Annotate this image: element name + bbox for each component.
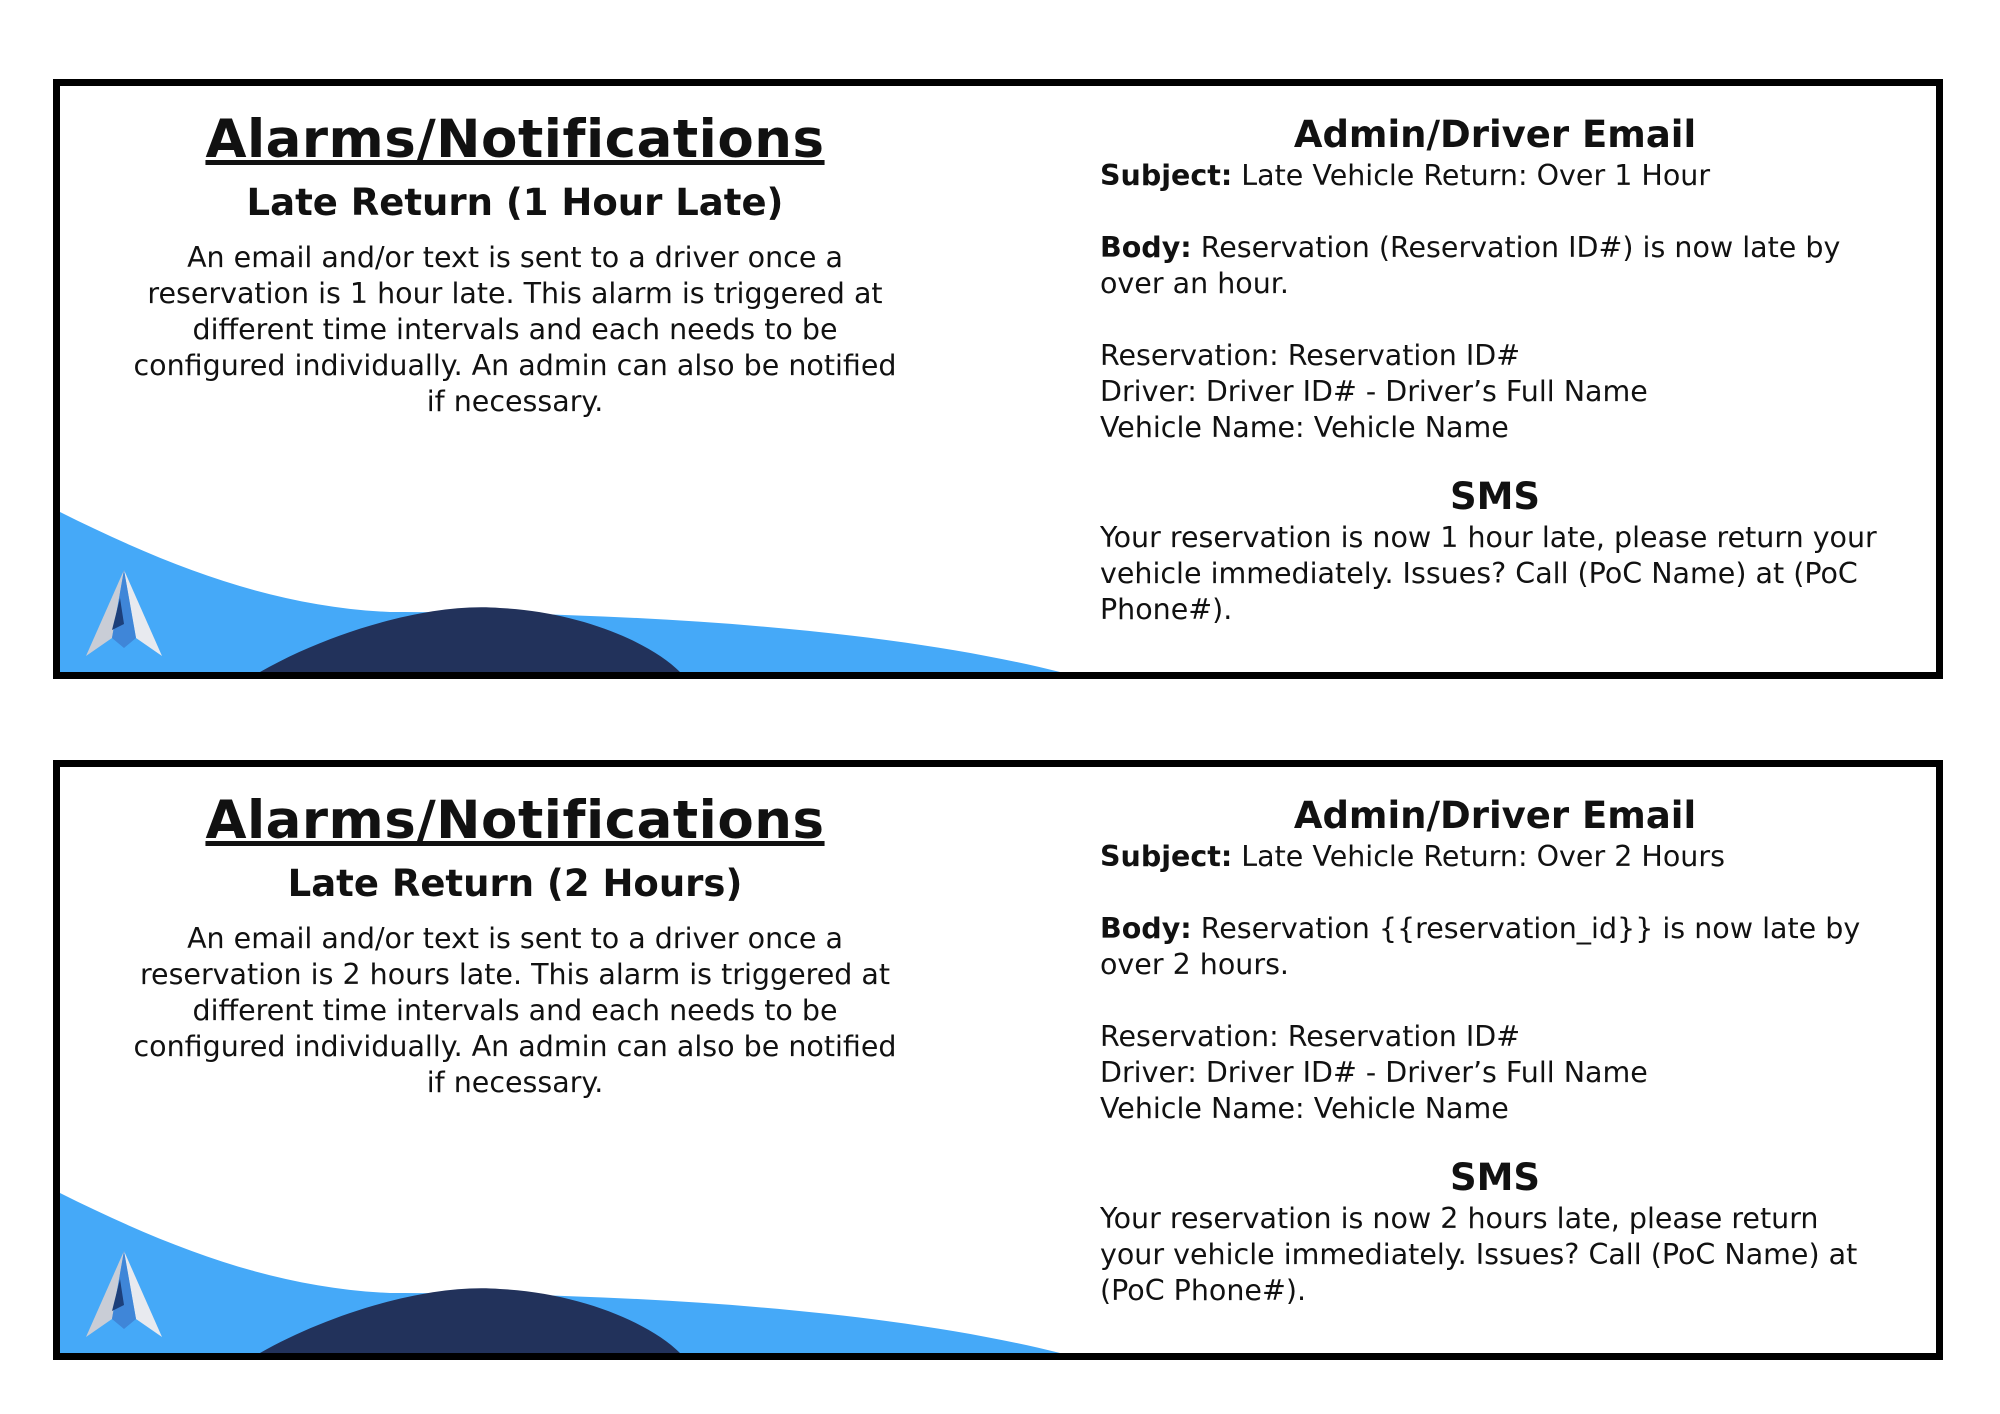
subject-line [1100, 839, 1890, 875]
sms-title: SMS [1449, 475, 1541, 518]
sms-text: Your reservation is now 1 hour late, please return your vehicle immediately. Issues? Call (PoC Name) at (PoC Phone#). [1100, 521, 1877, 626]
vehicle-line: Vehicle Name: Vehicle Name [1100, 1092, 1509, 1125]
subject-label: Subject: [1100, 159, 1233, 192]
email-section [1100, 793, 1890, 1309]
notification-card [53, 79, 1943, 679]
card-intro [120, 787, 910, 1101]
subject-value: Late Vehicle Return: Over 2 Hours [1232, 840, 1725, 873]
body-line [1100, 230, 1890, 302]
alarm-subtitle: Late Return (2 Hours) [287, 862, 743, 905]
subject-value: Late Vehicle Return: Over 1 Hour [1232, 159, 1711, 192]
email-title: Admin/Driver Email [1293, 113, 1697, 156]
body-value: Reservation (Reservation ID#) is now late by over an hour. [1100, 231, 1841, 300]
page-title: Alarms/Notifications [205, 790, 825, 851]
alarm-description: An email and/or text is sent to a driver once a reservation is 2 hours late. This alarm is triggered at different time intervals and each needs to be configured individually. An admin can also be notified if necessary. [133, 922, 897, 1099]
reservation-line: Reservation: Reservation ID# [1100, 1020, 1521, 1053]
page-title: Alarms/Notifications [205, 109, 825, 170]
notification-card [53, 760, 1943, 1360]
alarm-subtitle: Late Return (1 Hour Late) [246, 181, 784, 224]
arrow-logo-icon [82, 568, 166, 658]
arrow-logo-icon [82, 1249, 166, 1339]
body-value: Reservation {{reservation_id}} is now late by over 2 hours. [1100, 912, 1861, 981]
vehicle-line: Vehicle Name: Vehicle Name [1100, 411, 1509, 444]
body-line [1100, 911, 1890, 983]
decorative-wave [60, 512, 1060, 672]
subject-label: Subject: [1100, 840, 1233, 873]
body-label: Body: [1100, 912, 1192, 945]
body-label: Body: [1100, 231, 1192, 264]
decorative-wave [60, 1193, 1060, 1353]
alarm-description: An email and/or text is sent to a driver once a reservation is 1 hour late. This alarm is triggered at different time intervals and each needs to be configured individually. An admin can also be notified if necessary. [133, 241, 897, 418]
driver-line: Driver: Driver ID# - Driver’s Full Name [1100, 375, 1648, 408]
driver-line: Driver: Driver ID# - Driver’s Full Name [1100, 1056, 1648, 1089]
reservation-line: Reservation: Reservation ID# [1100, 339, 1521, 372]
sms-text: Your reservation is now 2 hours late, please return your vehicle immediately. Issues? Call (PoC Name) at (PoC Phone#). [1100, 1202, 1858, 1307]
card-intro [120, 106, 910, 420]
subject-line [1100, 158, 1890, 194]
sms-title: SMS [1449, 1156, 1541, 1199]
email-section [1100, 112, 1890, 628]
email-title: Admin/Driver Email [1293, 794, 1697, 837]
